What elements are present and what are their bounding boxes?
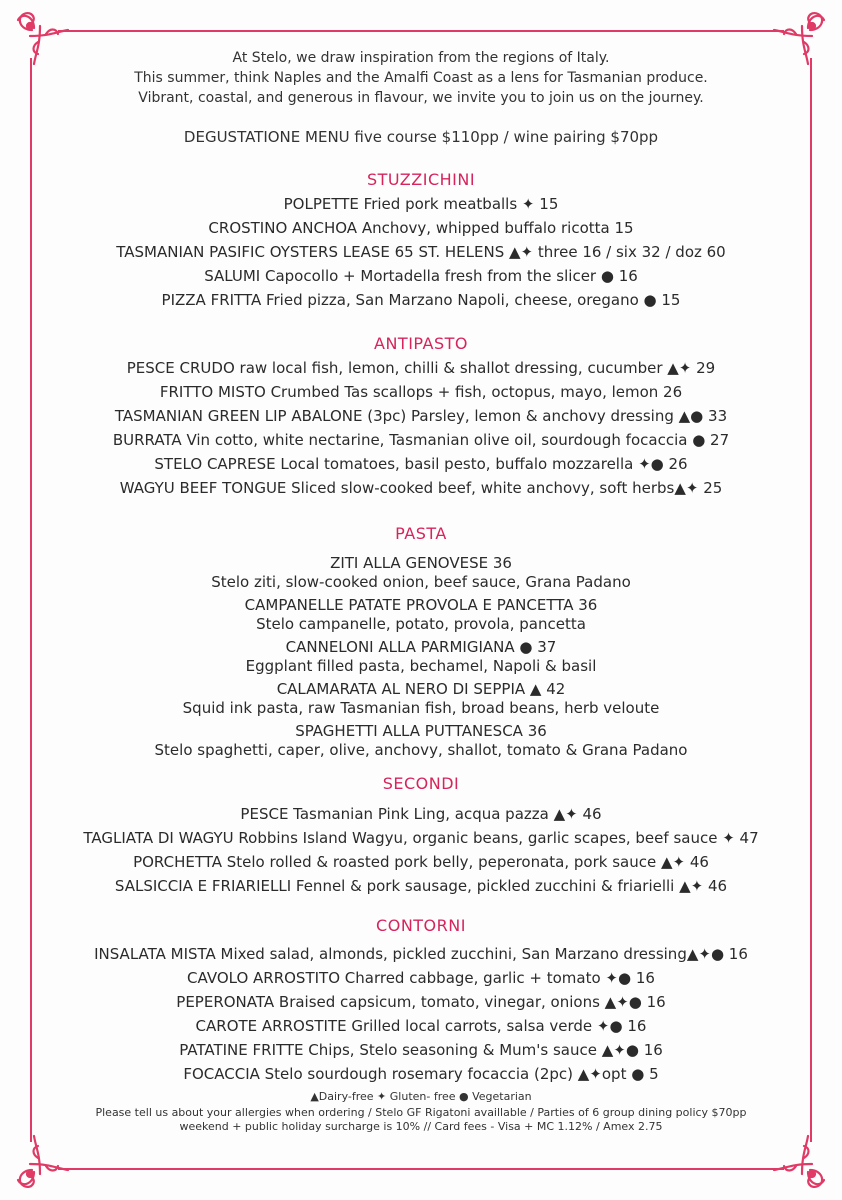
pasta-item xyxy=(40,638,802,676)
menu-item: PESCE Tasmanian Pink Ling, acqua pazza ▲✦ 46 xyxy=(240,805,602,823)
pasta-name: SPAGHETTI ALLA PUTTANESCA 36 xyxy=(295,722,547,740)
menu-item: FRITTO MISTO Crumbed Tas scallops + fish, octopus, mayo, lemon 26 xyxy=(159,383,683,401)
section-pasta xyxy=(40,522,802,764)
ornamental-corner-icon xyxy=(10,1130,74,1194)
degustazione-menu-line: DEGUSTATIONE MENU five course $110pp / wine pairing $70pp xyxy=(183,128,659,146)
menu-item: PORCHETTA Stelo rolled & roasted pork belly, peperonata, pork sauce ▲✦ 46 xyxy=(133,853,709,871)
intro-line: At Stelo, we draw inspiration from the regions of Italy. xyxy=(232,50,610,66)
section-secondi xyxy=(40,772,802,898)
menu-item: TASMANIAN PASIFIC OYSTERS LEASE 65 ST. HELENS ▲✦ three 16 / six 32 / doz 60 xyxy=(116,243,726,261)
menu-item: STELO CAPRESE Local tomatoes, basil pesto, buffalo mozzarella ✦● 26 xyxy=(154,455,688,473)
intro-text xyxy=(40,48,802,108)
section-title: CONTORNI xyxy=(376,916,466,935)
frame-right-line xyxy=(810,58,812,1142)
pasta-name: ZITI ALLA GENOVESE 36 xyxy=(330,554,512,572)
section-title: STUZZICHINI xyxy=(366,170,476,189)
pasta-description: Stelo ziti, slow-cooked onion, beef sauce, Grana Padano xyxy=(211,573,631,591)
pasta-name: CALAMARATA AL NERO DI SEPPIA ▲ 42 xyxy=(276,680,566,698)
pasta-description: Stelo spaghetti, caper, olive, anchovy, shallot, tomato & Grana Padano xyxy=(154,741,688,759)
section-title: PASTA xyxy=(395,524,447,543)
menu-item: TASMANIAN GREEN LIP ABALONE (3pc) Parsley, lemon & anchovy dressing ▲● 33 xyxy=(114,407,728,425)
menu-item: WAGYU BEEF TONGUE Sliced slow-cooked beef, white anchovy, soft herbs▲✦ 25 xyxy=(119,479,723,497)
frame-left-line xyxy=(30,58,32,1142)
menu-item: INSALATA MISTA Mixed salad, almonds, pickled zucchini, San Marzano dressing▲✦● 16 xyxy=(94,945,748,963)
intro-line: This summer, think Naples and the Amalfi Coast as a lens for Tasmanian produce. xyxy=(134,70,708,86)
pasta-item xyxy=(40,722,802,760)
menu-item: FOCACCIA Stelo sourdough rosemary focaccia (2pc) ▲✦opt ● 5 xyxy=(183,1065,659,1083)
intro-line: Vibrant, coastal, and generous in flavour, we invite you to join us on the journey. xyxy=(138,90,704,106)
pasta-name: CAMPANELLE PATATE PROVOLA E PANCETTA 36 xyxy=(244,596,598,614)
pasta-item xyxy=(40,680,802,718)
menu-item: POLPETTE Fried pork meatballs ✦ 15 xyxy=(283,195,559,213)
menu-item: PESCE CRUDO raw local fish, lemon, chilli & shallot dressing, cucumber ▲✦ 29 xyxy=(126,359,716,377)
menu-item: BURRATA Vin cotto, white nectarine, Tasmanian olive oil, sourdough focaccia ● 27 xyxy=(112,431,730,449)
pasta-name: CANNELONI ALLA PARMIGIANA ● 37 xyxy=(285,638,557,656)
menu-item: CAVOLO ARROSTITO Charred cabbage, garlic + tomato ✦● 16 xyxy=(187,969,655,987)
dietary-legend: ▲Dairy-free ✦ Gluten- free ● Vegetarian xyxy=(310,1090,532,1103)
menu-item: SALSICCIA E FRIARIELLI Fennel & pork sausage, pickled zucchini & friarielli ▲✦ 46 xyxy=(114,877,728,895)
section-title: SECONDI xyxy=(382,774,460,793)
ornamental-corner-icon xyxy=(768,1130,832,1194)
pasta-item xyxy=(40,596,802,634)
menu-item: CAROTE ARROSTITE Grilled local carrots, salsa verde ✦● 16 xyxy=(195,1017,647,1035)
menu-item: PIZZA FRITTA Fried pizza, San Marzano Napoli, cheese, oregano ● 15 xyxy=(161,291,681,309)
pasta-description: Squid ink pasta, raw Tasmanian fish, broad beans, herb veloute xyxy=(182,699,660,717)
pasta-description: Eggplant filled pasta, bechamel, Napoli & basil xyxy=(245,657,597,675)
section-title: ANTIPASTO xyxy=(374,334,468,353)
pasta-item xyxy=(40,554,802,592)
menu-item: SALUMI Capocollo + Mortadella fresh from the slicer ● 16 xyxy=(204,267,638,285)
frame-top-line xyxy=(58,30,784,32)
footer xyxy=(40,1090,802,1134)
footer-notice: Please tell us about your allergies when ordering / Stelo GF Rigatoni availlable / Parties of 6 group dining policy $70pp xyxy=(95,1106,747,1119)
footer-notice: weekend + public holiday surcharge is 10% // Card fees - Visa + MC 1.12% / Amex 2.75 xyxy=(179,1120,663,1133)
section-stuzzichini xyxy=(40,168,802,312)
menu-item: PATATINE FRITTE Chips, Stelo seasoning & Mum's sauce ▲✦● 16 xyxy=(179,1041,663,1059)
menu-item: CROSTINO ANCHOA Anchovy, whipped buffalo ricotta 15 xyxy=(208,219,634,237)
section-contorni xyxy=(40,914,802,1086)
pasta-description: Stelo campanelle, potato, provola, pancetta xyxy=(256,615,586,633)
menu-item: PEPERONATA Braised capsicum, tomato, vinegar, onions ▲✦● 16 xyxy=(176,993,666,1011)
frame-bottom-line xyxy=(58,1168,784,1170)
section-antipasto xyxy=(40,332,802,500)
menu-item: TAGLIATA DI WAGYU Robbins Island Wagyu, organic beans, garlic scapes, beef sauce ✦ 47 xyxy=(83,829,759,847)
